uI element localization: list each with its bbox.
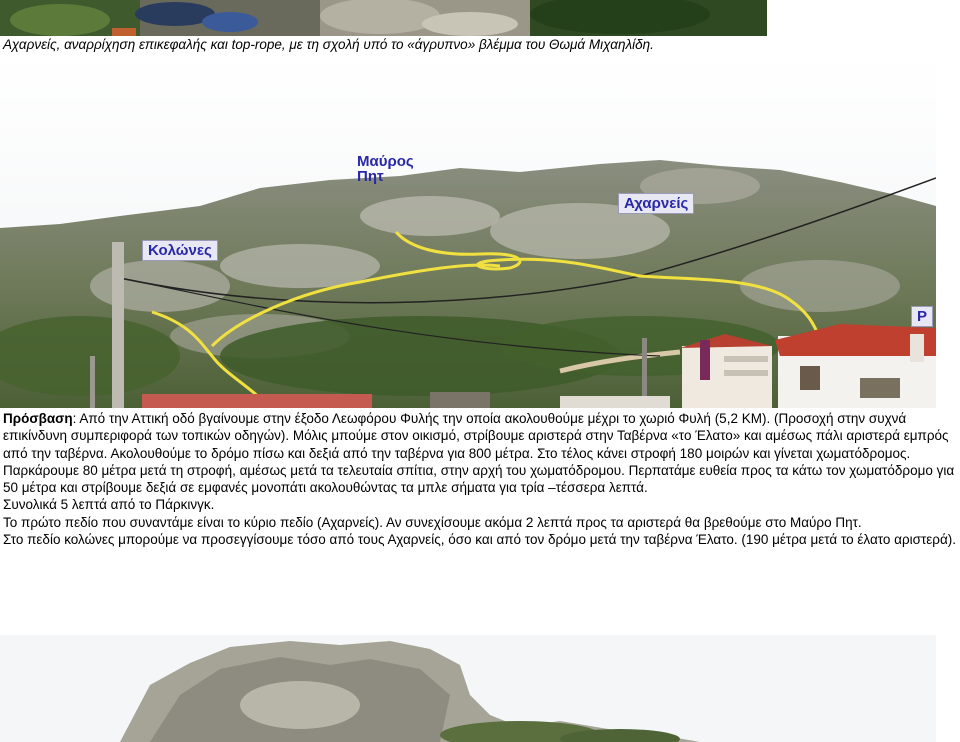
- photo-caption: Αχαρνείς, αναρρίχηση επικεφαλής και top-rope, με τη σχολή υπό το «άγρυπνο» βλέμμα του Θωμά Μιχαηλίδη.: [3, 37, 654, 52]
- access-paragraph-3: Το πρώτο πεδίο που συναντάμε είναι το κύριο πεδίο (Αχαρνείς). Αν συνεχίσουμε ακόμα 2 λεπτά προς τα αριστερά θα βρεθούμε στο Μαύρο Πητ.: [3, 514, 862, 530]
- top-photo-image: [0, 0, 767, 36]
- access-paragraph-1: [3, 410, 958, 496]
- bottom-photo-image: [0, 635, 936, 742]
- access-paragraph-2: Συνολικά 5 λεπτά από το Πάρκινγκ.: [3, 497, 215, 513]
- label-mavros-pit-line2: Πητ: [357, 168, 384, 185]
- access-paragraph-4: Στο πεδίο κολώνες μπορούμε να προσεγγίσουμε τόσο από τους Αχαρνείς, όσο και από τον δρόμο μετά την ταβέρνα Έλατο. (190 μέτρα μετά το έλατο αριστερά).: [3, 532, 957, 548]
- label-mavros-pit: [357, 154, 414, 184]
- label-parking: P: [911, 306, 933, 327]
- access-heading: Πρόσβαση: [3, 411, 73, 426]
- top-photo: [0, 0, 767, 36]
- crag-overview-image: [0, 56, 936, 408]
- bottom-photo: [0, 635, 936, 742]
- crag-overview-photo: [0, 56, 936, 408]
- label-kolones: Κολώνες: [142, 240, 218, 261]
- label-mavros-pit-line1: Μαύρος: [357, 153, 414, 170]
- access-paragraph-1-body: : Από την Αττική οδό βγαίνουμε στην έξοδο Λεωφόρου Φυλής την οποία ακολουθούμε μέχρι το χωριό Φυλή (5,2 ΚΜ). (Προσοχή στην συχνά επικίνδυνη συμπεριφορά των τοπικών οδηγών). Μόλις μπούμε στον οικισμό, στρίβουμε αριστερά στην Ταβέρνα «το Έλατο» και αμέσως πάλι αριστερά εμπρός από την ταβέρνα. Ακολουθούμε το δρόμο πίσω και δεξιά από την ταβέρνα για 800 μέτρα. Στο τέλος κάνει στροφή 180 μοιρών και γίνεται χωματόδρομος. Παρκάρουμε 80 μέτρα μετά τη στροφή, αμέσως μετά τα τελευταία σπίτια, στην αρχή του χωματόδρομου. Περπατάμε ευθεία προς τα κάτω τον χωματόδρομο για 50 μέτρα και στρίβουμε δεξιά σε εμφανές μονοπάτι ακολουθώντας τα μπλε σήματα για τρία –τέσσερα λεπτά.: [3, 411, 955, 496]
- access-text: [3, 410, 958, 548]
- label-acharneis: Αχαρνείς: [618, 193, 694, 214]
